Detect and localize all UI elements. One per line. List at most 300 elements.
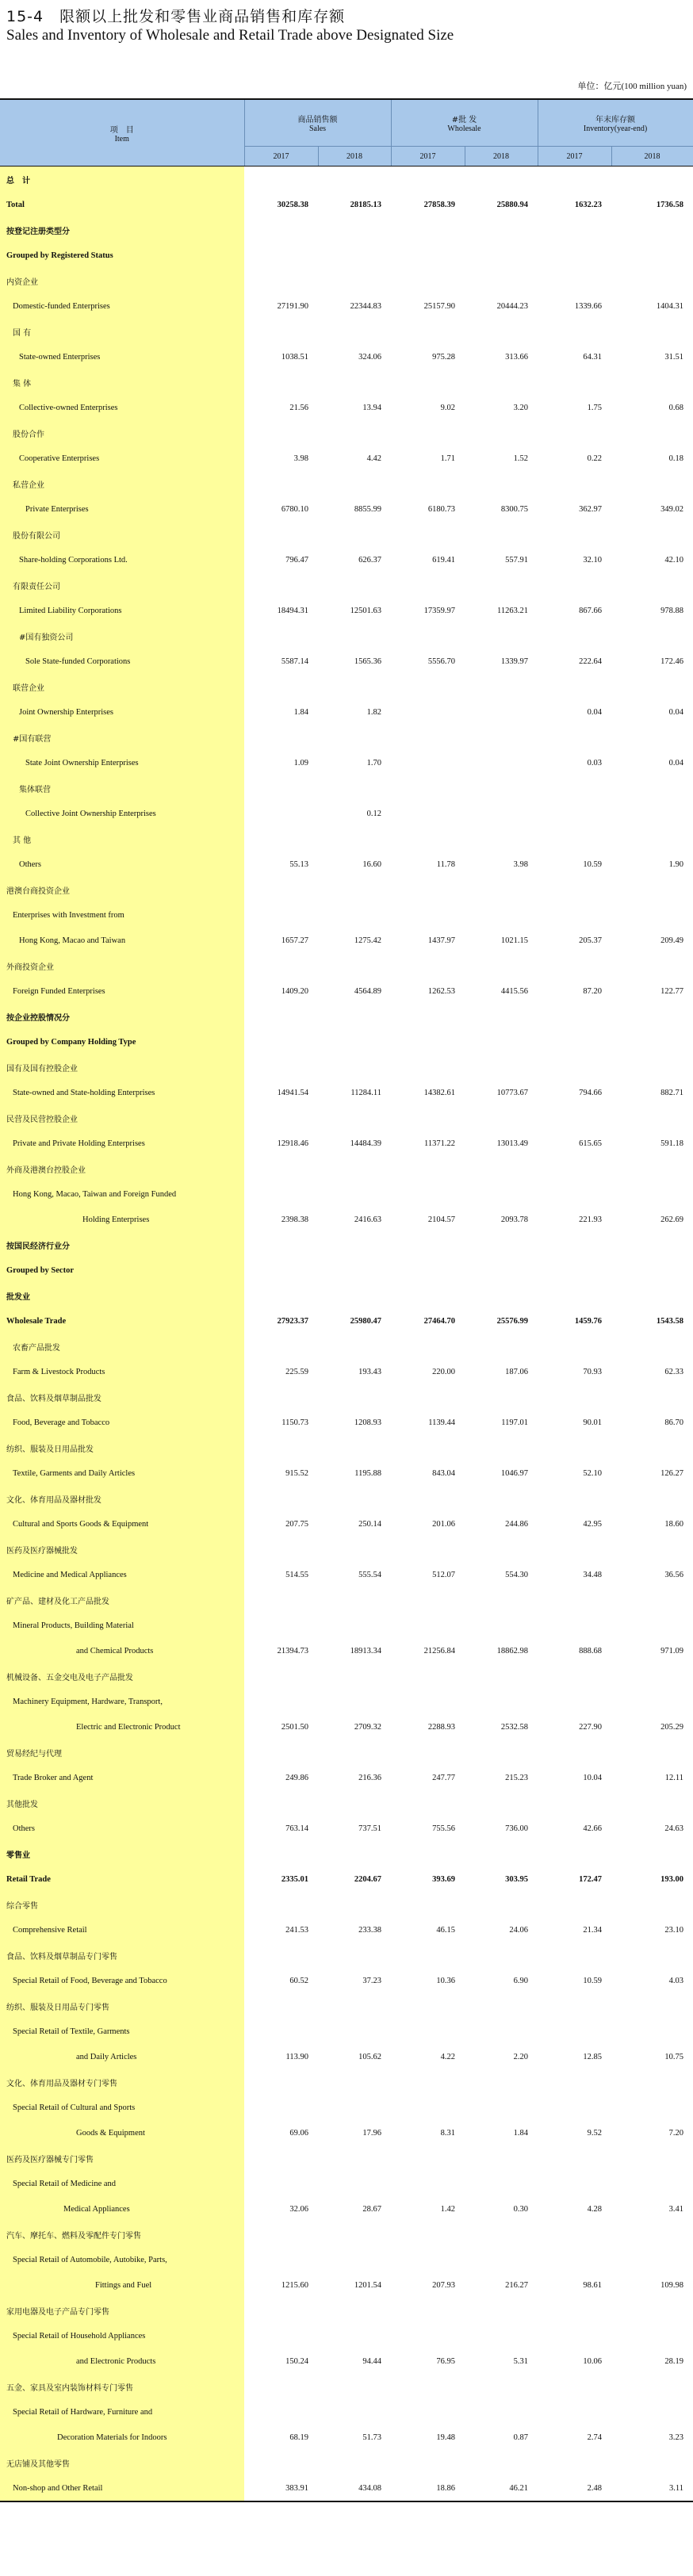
value-cell [391,572,465,598]
row-label: Decoration Materials for Indoors [0,2425,244,2450]
value-cell: 1021.15 [500,936,529,945]
value-cell [244,1663,318,1689]
value-cell: 70.93 [583,1367,603,1376]
row-label: Machinery Equipment, Hardware, Transport, [0,1689,244,1714]
value-cell: 247.77 [432,1773,455,1782]
value-cell [538,1740,611,1765]
year-header: 2017 [391,147,465,167]
value-cell [611,1943,693,1968]
value-cell: 30258.38 [277,200,308,209]
value-cell [465,2323,538,2348]
value-cell [244,2095,318,2120]
value-cell: 626.37 [358,555,381,565]
value-cell: 216.36 [358,1773,381,1782]
value-cell: 6180.73 [427,504,455,514]
value-cell: 10.59 [583,1976,603,1985]
value-cell [538,2323,611,2348]
value-cell: 434.08 [318,2475,391,2501]
value-cell: 794.66 [579,1088,603,1097]
row-label: 文化、体育用品及器材批发 [0,1486,244,1511]
value-cell [538,1689,611,1714]
value-cell: 21.34 [583,1925,603,1935]
row-label: Food, Beverage and Tobacco [0,1410,244,1435]
value-cell [318,319,391,344]
value-cell [244,1105,318,1131]
row-label: Sole State-funded Corporations [0,649,244,674]
value-cell [538,167,611,193]
value-cell: 27191.90 [277,301,308,311]
value-cell: 1565.36 [354,656,381,666]
row-label: Trade Broker and Agent [0,1765,244,1790]
value-cell [611,1892,693,1917]
value-cell [611,2069,693,2095]
value-cell: 2398.38 [281,1215,308,1224]
value-cell [244,1232,318,1257]
table-row [0,2374,693,2399]
value-cell [465,1486,538,1511]
value-cell: 763.14 [285,1824,308,1833]
value-cell: 24.63 [664,1824,684,1833]
value-cell [611,725,693,750]
table-row [0,1993,693,2019]
value-cell [244,522,318,547]
row-label: Farm & Livestock Products [0,1359,244,1384]
value-cell [244,1004,318,1029]
value-cell [465,2145,538,2171]
value-cell [391,1029,465,1055]
value-cell [244,1257,318,1283]
table-row [0,1131,693,1156]
value-cell [465,2247,538,2272]
value-cell [465,1435,538,1460]
value-cell [465,1334,538,1359]
value-cell: 12.85 [583,2052,603,2061]
value-cell: 1459.76 [574,1316,603,1326]
value-cell [391,268,465,293]
table-row [0,192,693,217]
value-cell: 13013.49 [496,1139,529,1148]
value-cell: 249.86 [285,1773,308,1782]
value-cell [318,902,391,928]
value-cell: 2204.67 [354,1874,381,1884]
value-cell [244,420,318,446]
value-cell [611,2450,693,2475]
table-row [0,1765,693,1790]
value-cell [391,826,465,852]
value-cell [391,522,465,547]
value-cell [318,2019,391,2044]
value-cell: 0.30 [513,2204,529,2214]
value-cell: 1.75 [587,403,603,412]
value-cell [244,1613,318,1638]
row-label: 总 计 [0,167,244,193]
value-cell [244,2247,318,2272]
table-row [0,1055,693,1080]
row-label: 港澳台商投资企业 [0,877,244,902]
row-label: 股份有限公司 [0,522,244,547]
row-label: Domestic-funded Enterprises [0,293,244,319]
value-cell [318,1004,391,1029]
value-cell: 4.42 [366,454,381,463]
value-cell [465,1283,538,1308]
year-header: 2018 [465,147,538,167]
value-cell: 2104.57 [427,1215,455,1224]
table-row [0,1004,693,1029]
row-label: Wholesale Trade [0,1308,244,1334]
table-row [0,801,693,826]
value-cell [391,2019,465,2044]
value-cell [244,2171,318,2196]
row-label: Private Enterprises [0,496,244,522]
row-label: Special Retail of Household Appliances [0,2323,244,2348]
value-cell: 1.42 [440,2204,455,2214]
year-header: 2017 [244,147,318,167]
table-row [0,217,693,243]
row-label: and Daily Articles [0,2044,244,2069]
value-cell: 28185.13 [350,200,381,209]
row-label: 国有及国有控股企业 [0,1055,244,1080]
value-cell [538,1943,611,1968]
value-cell [244,2374,318,2399]
value-cell: 514.55 [285,1570,308,1579]
table-row [0,496,693,522]
table-row [0,1638,693,1663]
value-cell [465,2374,538,2399]
table-row [0,1740,693,1765]
table-row [0,2019,693,2044]
value-cell [611,674,693,699]
row-label: 汽车、摩托车、燃料及零配件专门零售 [0,2222,244,2247]
row-label: Others [0,852,244,877]
table-row [0,1283,693,1308]
value-cell: 42.95 [583,1519,603,1529]
value-cell: 843.04 [432,1468,455,1478]
table-row [0,775,693,801]
value-cell: 113.90 [285,2052,308,2061]
table-row [0,1537,693,1562]
value-cell [538,2095,611,2120]
value-cell [391,1156,465,1181]
row-label: 内资企业 [0,268,244,293]
value-cell: 62.33 [664,1367,684,1376]
table-row [0,877,693,902]
value-cell [391,1257,465,1283]
value-cell: 64.31 [583,352,603,362]
table-row [0,1790,693,1816]
value-cell: 1657.27 [281,936,308,945]
value-cell [611,1055,693,1080]
value-cell: 21256.84 [423,1646,455,1655]
value-cell: 227.90 [579,1722,603,1732]
value-cell: 46.21 [465,2475,538,2501]
value-cell: 16.60 [362,859,381,869]
row-label: Special Retail of Medicine and [0,2171,244,2196]
value-cell [611,1486,693,1511]
value-cell [538,572,611,598]
value-cell [244,1790,318,1816]
value-cell: 94.44 [362,2356,381,2366]
value-cell [465,1613,538,1638]
value-cell: 3.41 [668,2204,684,2214]
value-cell [391,801,465,826]
value-cell [318,1486,391,1511]
value-cell: 222.64 [579,656,603,666]
value-cell: 207.93 [432,2280,455,2290]
row-label: 外商投资企业 [0,953,244,978]
table-row [0,1663,693,1689]
table-row [0,1334,693,1359]
table-row [0,1968,693,1993]
row-label: Special Retail of Hardware, Furniture and [0,2399,244,2425]
value-cell: 554.30 [505,1570,529,1579]
value-cell [611,522,693,547]
value-cell: 383.91 [244,2475,318,2501]
value-cell [391,775,465,801]
value-cell [538,1181,611,1207]
value-cell: 187.06 [505,1367,529,1376]
value-cell [391,2323,465,2348]
value-cell: 27923.37 [277,1316,308,1326]
value-cell [538,1384,611,1410]
value-cell [611,2247,693,2272]
row-label: Grouped by Registered Status [0,243,244,268]
value-cell [538,2222,611,2247]
value-cell [538,217,611,243]
table-row [0,1613,693,1638]
value-cell: 21.56 [289,403,308,412]
value-cell: 3.11 [611,2475,693,2501]
value-cell [538,1283,611,1308]
value-cell [244,1181,318,1207]
table-row [0,2222,693,2247]
value-cell: 12501.63 [350,606,381,615]
inventory-group-header: 年末库存额 Inventory(year-end) [538,99,693,147]
value-cell [611,2222,693,2247]
table-row [0,2196,693,2222]
row-label: and Electronic Products [0,2348,244,2374]
value-cell [318,1435,391,1460]
value-cell [244,167,318,193]
value-cell [244,801,318,826]
value-cell [244,826,318,852]
value-cell [611,1384,693,1410]
value-cell [391,623,465,649]
table-row [0,699,693,725]
value-cell: 971.09 [660,1646,684,1655]
value-cell [538,1156,611,1181]
value-cell: 2288.93 [427,1722,455,1732]
value-cell [391,2145,465,2171]
value-cell: 17.96 [362,2128,381,2138]
table-row [0,2399,693,2425]
value-cell [538,2374,611,2399]
value-cell: 14484.39 [350,1139,381,1148]
value-cell: 17359.97 [423,606,455,615]
value-cell [538,877,611,902]
value-cell: 193.43 [358,1367,381,1376]
value-cell: 4.03 [668,1976,684,1985]
value-cell [538,1486,611,1511]
value-cell [391,1537,465,1562]
value-cell: 2.48 [538,2475,611,2501]
value-cell [318,1892,391,1917]
table-row [0,293,693,319]
table-row [0,928,693,953]
row-label: 外商及港澳台控股企业 [0,1156,244,1181]
value-cell [244,902,318,928]
row-label: 综合零售 [0,1892,244,1917]
value-cell [244,2298,318,2323]
value-cell: 23.10 [664,1925,684,1935]
value-cell [465,877,538,902]
value-cell [391,2171,465,2196]
value-cell [391,420,465,446]
value-cell [318,2095,391,2120]
value-cell [465,750,538,775]
value-cell [465,953,538,978]
value-cell: 32.10 [583,555,603,565]
value-cell: 225.59 [285,1367,308,1376]
row-label: State-owned Enterprises [0,344,244,369]
value-cell [465,1740,538,1765]
value-cell: 18.86 [391,2475,465,2501]
value-cell: 303.95 [505,1874,529,1884]
value-cell: 10.04 [583,1773,603,1782]
value-cell [611,2298,693,2323]
value-cell [611,167,693,193]
row-label: 批发业 [0,1283,244,1308]
table-row [0,243,693,268]
value-cell [538,1232,611,1257]
value-cell [538,1029,611,1055]
value-cell: 362.97 [579,504,603,514]
value-cell: 87.20 [583,986,603,996]
value-cell [465,1004,538,1029]
value-cell: 205.29 [660,1722,684,1732]
value-cell [465,319,538,344]
value-cell: 4.22 [440,2052,455,2061]
table-row [0,167,693,193]
row-label: Electric and Electronic Product [0,1714,244,1740]
table-row [0,1105,693,1131]
row-label: 有限责任公司 [0,572,244,598]
row-label: 联营企业 [0,674,244,699]
value-cell [465,2019,538,2044]
value-cell [465,1384,538,1410]
value-cell: 2709.32 [354,1722,381,1732]
value-cell [538,1105,611,1131]
value-cell: 0.04 [668,707,684,717]
year-header: 2017 [538,147,611,167]
value-cell: 250.14 [358,1519,381,1529]
value-cell [611,953,693,978]
value-cell: 1038.51 [281,352,308,362]
value-cell [318,1257,391,1283]
year-header: 2018 [318,147,391,167]
table-row [0,2171,693,2196]
value-cell: 10.75 [664,2052,684,2061]
value-cell: 24.06 [509,1925,529,1935]
row-label: Fittings and Fuel [0,2272,244,2298]
value-cell: 5.31 [513,2356,529,2366]
value-cell: 207.75 [285,1519,308,1529]
value-cell: 512.07 [432,1570,455,1579]
value-cell: 68.19 [289,2432,308,2442]
table-row [0,1207,693,1232]
row-label: 无店铺及其他零售 [0,2450,244,2475]
value-cell: 1.52 [513,454,529,463]
value-cell: 37.23 [362,1976,381,1985]
value-cell [611,1181,693,1207]
value-cell: 8.31 [440,2128,455,2138]
value-cell [465,725,538,750]
value-cell [538,775,611,801]
value-cell [611,420,693,446]
value-cell [465,268,538,293]
value-cell [318,369,391,395]
value-cell: 31.51 [664,352,684,362]
value-cell [465,1587,538,1613]
value-cell: 60.52 [289,1976,308,1985]
table-row [0,572,693,598]
row-label: 民营及民营控股企业 [0,1105,244,1131]
value-cell [538,623,611,649]
value-cell [391,1892,465,1917]
value-cell: 14382.61 [423,1088,455,1097]
table-row [0,750,693,775]
value-cell: 2093.78 [500,1215,529,1224]
value-cell [538,1257,611,1283]
value-cell [318,1156,391,1181]
row-label: State Joint Ownership Enterprises [0,750,244,775]
value-cell [391,2247,465,2272]
value-cell [611,2145,693,2171]
value-cell [611,1156,693,1181]
value-cell: 34.48 [583,1570,603,1579]
value-cell: 21394.73 [277,1646,308,1655]
value-cell: 0.12 [366,809,381,818]
row-label: 纺织、服装及日用品专门零售 [0,1993,244,2019]
value-cell [611,217,693,243]
row-label: Special Retail of Automobile, Autobike, Parts, [0,2247,244,2272]
value-cell [538,2171,611,2196]
table-row [0,598,693,623]
value-cell: 20444.23 [496,301,529,311]
row-label: #国有联营 [0,725,244,750]
value-cell [538,268,611,293]
row-label: Share-holding Corporations Ltd. [0,547,244,572]
value-cell [465,1181,538,1207]
value-cell: 216.27 [505,2280,529,2290]
value-cell: 3.98 [293,454,308,463]
value-cell: 215.23 [505,1773,529,1782]
value-cell [465,1105,538,1131]
value-cell [391,1587,465,1613]
value-cell [391,2298,465,2323]
table-row [0,978,693,1004]
value-cell [538,2247,611,2272]
value-cell [538,1537,611,1562]
value-cell [318,2069,391,2095]
value-cell [318,2145,391,2171]
value-cell [318,877,391,902]
row-label: 按国民经济行业分 [0,1232,244,1257]
value-cell: 209.49 [660,936,684,945]
value-cell [318,1181,391,1207]
value-cell: 193.00 [660,1874,684,1884]
value-cell [611,1283,693,1308]
value-cell [611,471,693,496]
